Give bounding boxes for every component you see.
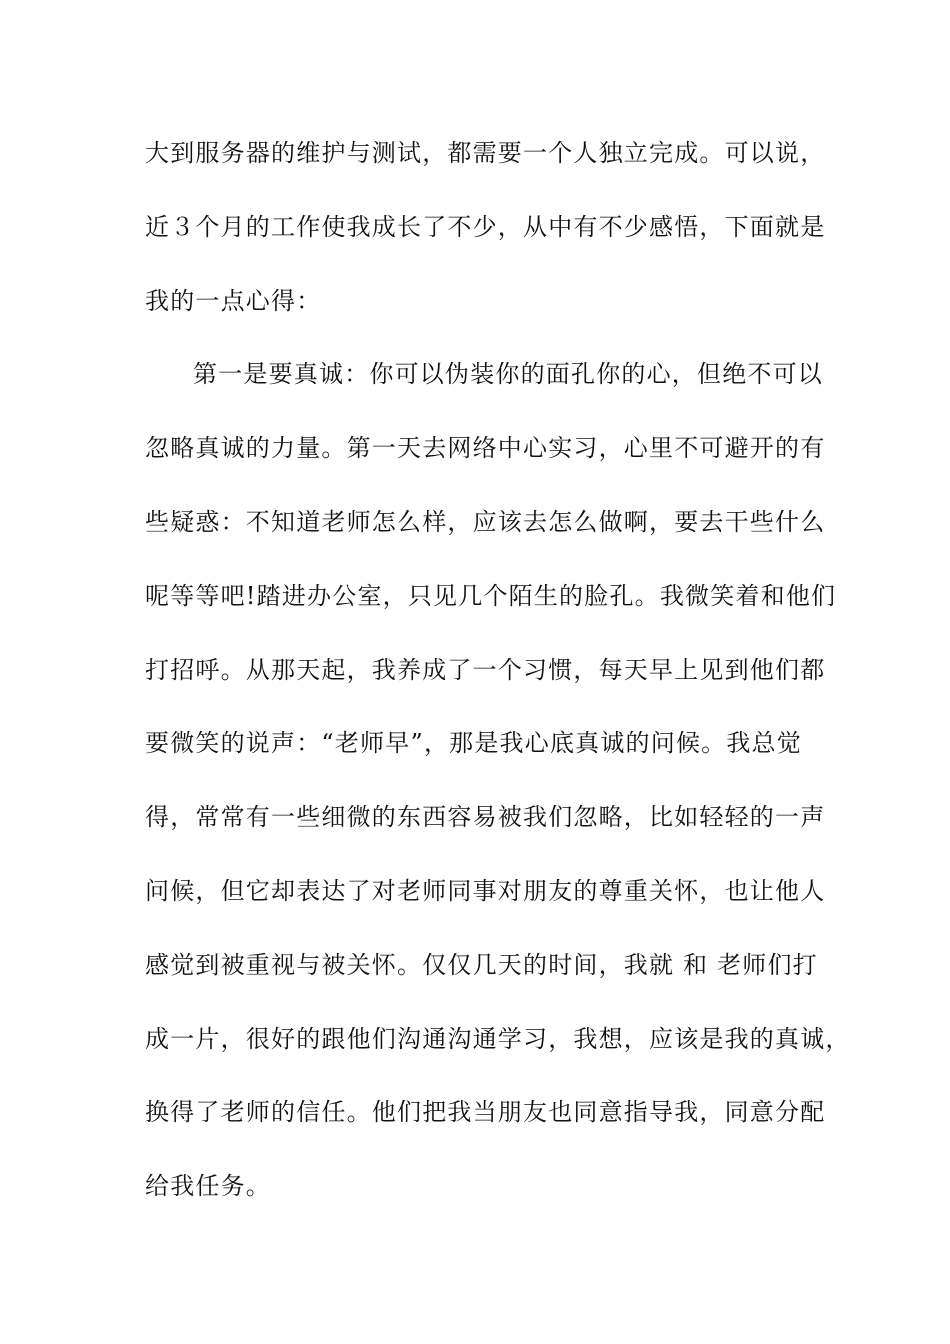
text-line: 我的一点心得： <box>145 286 322 315</box>
text-line: 问候，但它却表达了对老师同事对朋友的尊重关怀，也让他人 <box>145 876 826 905</box>
paragraph-first-line: 第一是要真诚：你可以伪装你的面孔你的心，但绝不可以 <box>193 360 823 389</box>
text-line: 些疑惑：不知道老师怎么样，应该去怎么做啊，要去干些什么 <box>145 507 826 536</box>
text-line: 打招呼。从那天起，我养成了一个习惯，每天早上见到他们都 <box>145 655 826 684</box>
text-line: 忽略真诚的力量。第一天去网络中心实习，心里不可避开的有 <box>145 434 826 463</box>
text-line: 大到服务器的维护与测试，都需要一个人独立完成。可以说， <box>145 139 826 167</box>
text-line: 成一片，很好的跟他们沟通沟通学习，我想，应该是我的真诚， <box>145 1024 851 1053</box>
text-line: 近３个月的工作使我成长了不少，从中有不少感悟，下面就是 <box>145 212 826 241</box>
text-line: 给我任务。 <box>145 1172 271 1201</box>
body-text <box>145 133 851 1240</box>
text-line: 感觉到被重视与被关怀。仅仅几天的时间，我就 和 老师们打 <box>145 950 818 979</box>
text-line: 换得了老师的信任。他们把我当朋友也同意指导我，同意分配 <box>145 1098 826 1127</box>
text-line: 呢等等吧!踏进办公室，只见几个陌生的脸孔。我微笑着和他们 <box>145 581 837 610</box>
text-line: 得，常常有一些细微的东西容易被我们忽略，比如轻轻的一声 <box>145 803 826 832</box>
text-line: 要微笑的说声：“老师早”，那是我心底真诚的问候。我总觉 <box>145 729 802 758</box>
